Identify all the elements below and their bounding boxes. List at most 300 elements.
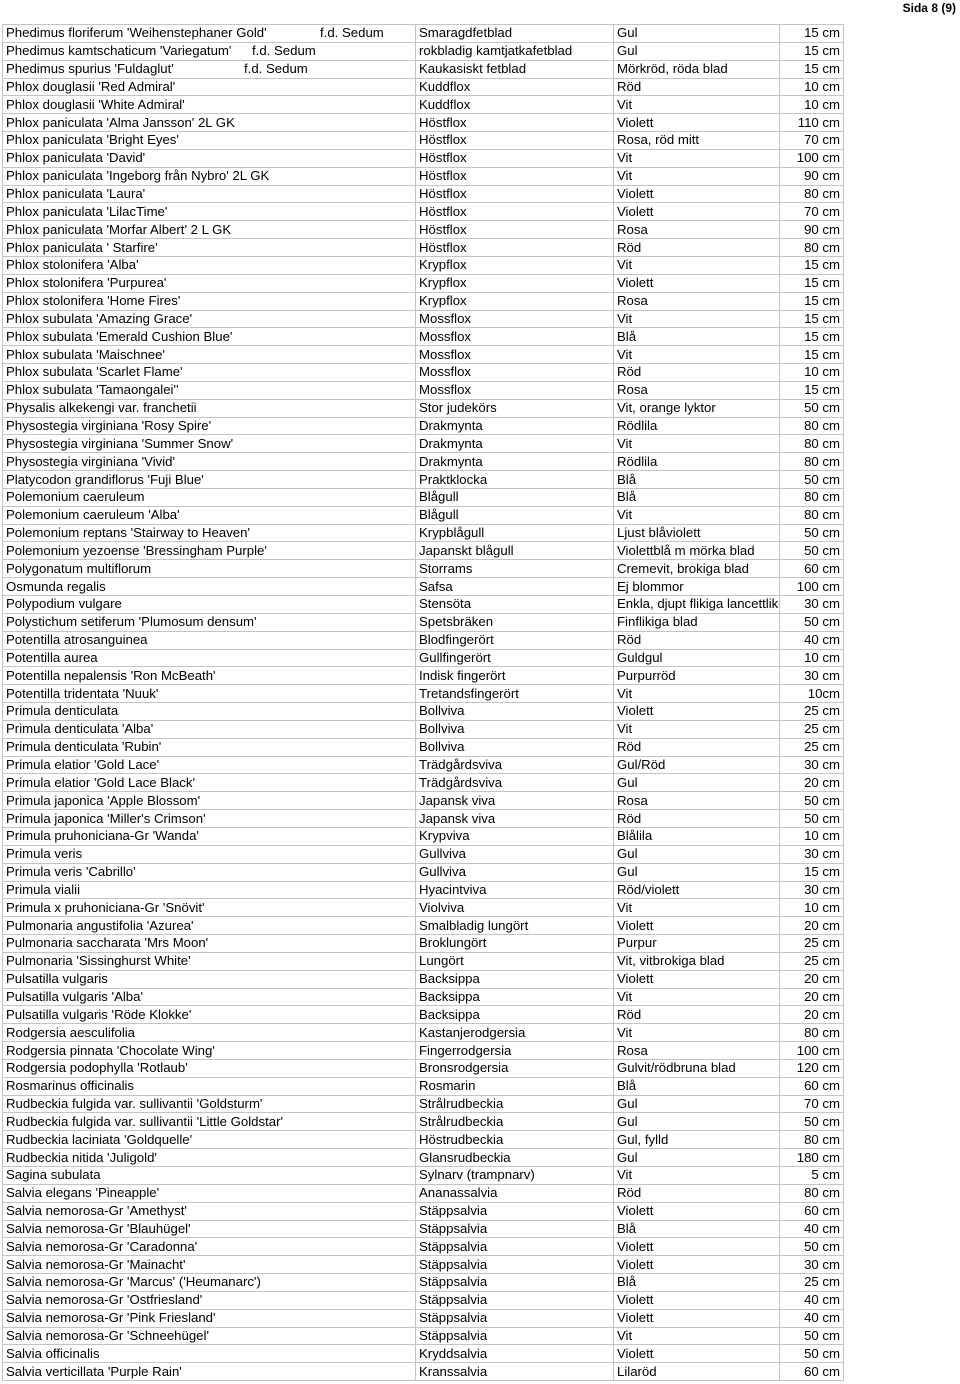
flower-color-text: Violett — [617, 186, 654, 202]
table-row — [3, 613, 844, 631]
swedish-name-cell — [416, 453, 614, 471]
plant-height-text: 10cm — [807, 685, 840, 701]
swedish-name-cell — [416, 221, 614, 239]
swedish-name-cell — [416, 578, 614, 596]
flower-color-cell — [614, 453, 780, 471]
latin-name-text: Osmunda regalis — [6, 578, 106, 594]
swedish-name-text: Gullviva — [419, 846, 466, 862]
latin-name-cell — [3, 78, 416, 96]
latin-name-cell — [3, 1184, 416, 1202]
swedish-name-cell — [416, 703, 614, 721]
flower-color-cell — [614, 1345, 780, 1363]
swedish-name-cell — [416, 1309, 614, 1327]
table-row — [3, 1149, 844, 1167]
latin-name-text: Pulmonaria 'Sissinghurst White' — [6, 953, 191, 969]
swedish-name-text: Stäppsalvia — [419, 1256, 488, 1272]
swedish-name-text: Trädgårdsviva — [419, 774, 503, 790]
flower-color-cell — [614, 1291, 780, 1309]
flower-color-cell — [614, 738, 780, 756]
flower-color-cell — [614, 649, 780, 667]
swedish-name-cell — [416, 881, 614, 899]
plant-height-cell — [780, 845, 844, 863]
latin-name-text: Rodgersia aesculifolia — [6, 1024, 136, 1040]
flower-color-cell — [614, 935, 780, 953]
swedish-name-text: Strålrudbeckia — [419, 1096, 504, 1112]
swedish-name-text: Spetsbräken — [419, 614, 494, 630]
table-row — [3, 1220, 844, 1238]
plant-height-cell — [780, 1077, 844, 1095]
table-row — [3, 435, 844, 453]
plant-height-cell — [780, 952, 844, 970]
flower-color-text: Vit — [617, 721, 633, 737]
table-row — [3, 988, 844, 1006]
swedish-name-text: Stäppsalvia — [419, 1203, 488, 1219]
table-row — [3, 471, 844, 489]
swedish-name-text: Tretandsfingerört — [419, 685, 519, 701]
latin-name-text: Rudbeckia nitida 'Juligold' — [6, 1149, 157, 1165]
latin-name-text: Phlox paniculata 'Bright Eyes' — [6, 132, 179, 148]
plant-height-cell — [780, 1006, 844, 1024]
latin-name-text: Salvia nemorosa-Gr 'Ostfriesland' — [6, 1292, 203, 1308]
table-row — [3, 703, 844, 721]
swedish-name-text: Strålrudbeckia — [419, 1113, 504, 1129]
swedish-name-cell — [416, 96, 614, 114]
flower-color-text: Blå — [617, 1220, 637, 1236]
swedish-name-text: Kuddflox — [419, 96, 471, 112]
plant-height-text: 70 cm — [804, 203, 840, 219]
flower-color-text: Violett — [617, 1256, 654, 1272]
swedish-name-cell — [416, 203, 614, 221]
flower-color-text: Blå — [617, 471, 637, 487]
flower-color-text: Vit — [617, 435, 633, 451]
table-row — [3, 149, 844, 167]
swedish-name-text: Höstflox — [419, 239, 467, 255]
flower-color-text: Cremevit, brokiga blad — [617, 560, 749, 576]
swedish-name-text: Drakmynta — [419, 435, 483, 451]
plant-height-text: 20 cm — [804, 774, 840, 790]
swedish-name-cell — [416, 114, 614, 132]
latin-name-text: Physalis alkekengi var. franchetii — [6, 400, 197, 416]
latin-name-text: Polypodium vulgare — [6, 596, 122, 612]
table-row — [3, 1327, 844, 1345]
plant-height-cell — [780, 185, 844, 203]
latin-name-cell — [3, 310, 416, 328]
flower-color-cell — [614, 596, 780, 614]
plant-height-text: 30 cm — [804, 757, 840, 773]
plant-height-text: 15 cm — [804, 25, 840, 41]
flower-color-text: Röd — [617, 78, 642, 94]
plant-height-text: 40 cm — [804, 1220, 840, 1236]
latin-name-text: Primula pruhoniciana-Gr 'Wanda' — [6, 828, 199, 844]
latin-name-cell — [3, 1238, 416, 1256]
latin-name-cell — [3, 685, 416, 703]
flower-color-cell — [614, 613, 780, 631]
plant-height-cell — [780, 917, 844, 935]
swedish-name-cell — [416, 1274, 614, 1292]
swedish-name-text: Japansk viva — [419, 792, 496, 808]
latin-name-cell — [3, 720, 416, 738]
latin-name-cell — [3, 738, 416, 756]
latin-name-cell — [3, 845, 416, 863]
plant-height-text: 25 cm — [804, 703, 840, 719]
latin-name-text: Phlox paniculata 'LilacTime' — [6, 203, 168, 219]
flower-color-text: Violett — [617, 114, 654, 130]
swedish-name-text: Höstflox — [419, 132, 467, 148]
former-genus-note: f.d. Sedum — [244, 61, 308, 77]
flower-color-text: Vit, orange lyktor — [617, 400, 716, 416]
table-row — [3, 1006, 844, 1024]
plant-height-text: 10 cm — [804, 828, 840, 844]
plant-height-text: 40 cm — [804, 1292, 840, 1308]
swedish-name-cell — [416, 596, 614, 614]
flower-color-cell — [614, 25, 780, 43]
swedish-name-cell — [416, 613, 614, 631]
flower-color-text: Ej blommor — [617, 578, 684, 594]
plant-height-text: 110 cm — [797, 114, 840, 130]
latin-name-cell — [3, 292, 416, 310]
swedish-name-text: Krypflox — [419, 293, 467, 309]
swedish-name-cell — [416, 899, 614, 917]
plant-height-text: 40 cm — [804, 1310, 840, 1326]
latin-name-cell — [3, 274, 416, 292]
flower-color-cell — [614, 881, 780, 899]
swedish-name-cell — [416, 560, 614, 578]
latin-name-text: Polemonium caeruleum — [6, 489, 145, 505]
flower-color-text: Röd — [617, 1185, 642, 1201]
swedish-name-text: Praktklocka — [419, 471, 488, 487]
table-row — [3, 542, 844, 560]
swedish-name-text: Mossflox — [419, 310, 472, 326]
swedish-name-text: Kaukasiskt fetblad — [419, 61, 527, 77]
flower-color-cell — [614, 328, 780, 346]
plant-height-cell — [780, 542, 844, 560]
flower-color-text: Vit — [617, 685, 633, 701]
swedish-name-text: Stäppsalvia — [419, 1292, 488, 1308]
latin-name-text: Pulmonaria saccharata 'Mrs Moon' — [6, 935, 209, 951]
latin-name-text: Salvia nemorosa-Gr 'Marcus' ('Heumanarc') — [6, 1274, 261, 1290]
plant-height-text: 60 cm — [804, 1363, 840, 1379]
plant-height-cell — [780, 1042, 844, 1060]
plant-height-cell — [780, 1220, 844, 1238]
swedish-name-text: Kastanjerodgersia — [419, 1024, 526, 1040]
latin-name-text: Phlox paniculata 'Ingeborg från Nybro' 2L GK — [6, 168, 270, 184]
table-row — [3, 720, 844, 738]
swedish-name-cell — [416, 667, 614, 685]
latin-name-cell — [3, 185, 416, 203]
latin-name-text: Rudbeckia laciniata 'Goldquelle' — [6, 1131, 193, 1147]
latin-name-cell — [3, 42, 416, 60]
latin-name-text: Primula denticulata — [6, 703, 119, 719]
former-genus-note: f.d. Sedum — [252, 43, 316, 59]
latin-name-text: Salvia verticillata 'Purple Rain' — [6, 1363, 182, 1379]
flower-color-text: Violett — [617, 971, 654, 987]
plant-height-cell — [780, 1363, 844, 1381]
plant-height-cell — [780, 364, 844, 382]
flower-color-cell — [614, 952, 780, 970]
plant-height-text: 10 cm — [804, 364, 840, 380]
latin-name-cell — [3, 239, 416, 257]
latin-name-text: Sagina subulata — [6, 1167, 101, 1183]
swedish-name-cell — [416, 863, 614, 881]
latin-name-text: Potentilla nepalensis 'Ron McBeath' — [6, 667, 216, 683]
plant-height-cell — [780, 114, 844, 132]
plant-height-cell — [780, 256, 844, 274]
flower-color-text: Enkla, djupt flikiga lancettlik — [617, 596, 779, 612]
flower-color-cell — [614, 239, 780, 257]
flower-color-cell — [614, 1220, 780, 1238]
latin-name-text: Primula denticulata 'Alba' — [6, 721, 154, 737]
flower-color-cell — [614, 774, 780, 792]
latin-name-cell — [3, 881, 416, 899]
swedish-name-text: Bollviva — [419, 703, 465, 719]
plant-height-cell — [780, 399, 844, 417]
latin-name-text: Phlox douglasii 'White Admiral' — [6, 96, 185, 112]
latin-name-text: Phlox stolonifera 'Home Fires' — [6, 293, 181, 309]
table-row — [3, 560, 844, 578]
plant-height-text: 100 cm — [796, 578, 840, 594]
flower-color-text: Vit — [617, 346, 633, 362]
plant-height-text: 10 cm — [804, 78, 840, 94]
swedish-name-text: Höstflox — [419, 203, 467, 219]
plant-height-text: 5 cm — [811, 1167, 840, 1183]
flower-color-cell — [614, 167, 780, 185]
latin-name-text: Polemonium yezoense 'Bressingham Purple' — [6, 542, 267, 558]
swedish-name-text: Höstrudbeckia — [419, 1131, 504, 1147]
swedish-name-text: Höstflox — [419, 168, 467, 184]
latin-name-cell — [3, 703, 416, 721]
table-row — [3, 1291, 844, 1309]
swedish-name-text: Mossflox — [419, 382, 472, 398]
flower-color-text: Violett — [617, 1238, 654, 1254]
table-row — [3, 578, 844, 596]
flower-color-cell — [614, 417, 780, 435]
latin-name-text: Phlox subulata 'Emerald Cushion Blue' — [6, 328, 233, 344]
plant-height-text: 60 cm — [804, 560, 840, 576]
latin-name-text: Polemonium reptans 'Stairway to Heaven' — [6, 525, 250, 541]
swedish-name-text: Kryddsalvia — [419, 1345, 488, 1361]
plant-height-text: 80 cm — [804, 417, 840, 433]
plant-height-cell — [780, 1059, 844, 1077]
flower-color-cell — [614, 631, 780, 649]
table-row — [3, 185, 844, 203]
plant-height-text: 80 cm — [804, 1131, 840, 1147]
table-row — [3, 827, 844, 845]
swedish-name-text: Smaragdfetblad — [419, 25, 513, 41]
flower-color-cell — [614, 756, 780, 774]
table-row — [3, 203, 844, 221]
flower-color-cell — [614, 96, 780, 114]
swedish-name-text: Drakmynta — [419, 453, 483, 469]
latin-name-text: Rodgersia pinnata 'Chocolate Wing' — [6, 1042, 215, 1058]
swedish-name-text: Kuddflox — [419, 78, 471, 94]
latin-name-cell — [3, 935, 416, 953]
latin-name-text: Potentilla atrosanguinea — [6, 632, 148, 648]
table-row — [3, 1113, 844, 1131]
plant-height-cell — [780, 899, 844, 917]
latin-name-cell — [3, 988, 416, 1006]
flower-color-text: Violett — [617, 917, 654, 933]
flower-color-cell — [614, 1309, 780, 1327]
latin-name-text: Primula japonica 'Apple Blossom' — [6, 792, 201, 808]
swedish-name-cell — [416, 60, 614, 78]
plant-height-cell — [780, 381, 844, 399]
swedish-name-text: Hyacintviva — [419, 881, 487, 897]
latin-name-cell — [3, 1202, 416, 1220]
flower-color-cell — [614, 1024, 780, 1042]
swedish-name-text: Stäppsalvia — [419, 1220, 488, 1236]
swedish-name-text: Stäppsalvia — [419, 1274, 488, 1290]
plant-height-cell — [780, 1167, 844, 1185]
table-row — [3, 810, 844, 828]
latin-name-text: Physostegia virginiana 'Summer Snow' — [6, 435, 234, 451]
swedish-name-text: Gullviva — [419, 864, 466, 880]
swedish-name-cell — [416, 1363, 614, 1381]
flower-color-cell — [614, 917, 780, 935]
swedish-name-text: Indisk fingerört — [419, 667, 506, 683]
plant-height-cell — [780, 774, 844, 792]
latin-name-cell — [3, 952, 416, 970]
swedish-name-text: Stäppsalvia — [419, 1310, 488, 1326]
table-row — [3, 899, 844, 917]
table-row — [3, 310, 844, 328]
latin-name-text: Primula veris — [6, 846, 83, 862]
flower-color-text: Guldgul — [617, 649, 663, 665]
plant-height-text: 50 cm — [804, 810, 840, 826]
plant-height-cell — [780, 60, 844, 78]
plant-height-text: 30 cm — [804, 881, 840, 897]
flower-color-cell — [614, 256, 780, 274]
flower-color-cell — [614, 1184, 780, 1202]
latin-name-cell — [3, 917, 416, 935]
latin-name-cell — [3, 96, 416, 114]
table-row — [3, 738, 844, 756]
table-row — [3, 1131, 844, 1149]
swedish-name-cell — [416, 756, 614, 774]
table-row — [3, 328, 844, 346]
flower-color-cell — [614, 720, 780, 738]
swedish-name-cell — [416, 256, 614, 274]
flower-color-text: Purpur — [617, 935, 657, 951]
latin-name-cell — [3, 1077, 416, 1095]
plant-height-text: 10 cm — [804, 96, 840, 112]
table-row — [3, 952, 844, 970]
plant-height-cell — [780, 792, 844, 810]
latin-name-text: Phedimus kamtschaticum 'Variegatum' — [6, 43, 232, 59]
flower-color-text: Finflikiga blad — [617, 614, 698, 630]
plant-height-text: 60 cm — [804, 1203, 840, 1219]
latin-name-text: Pulsatilla vulgaris — [6, 971, 108, 987]
flower-color-cell — [614, 827, 780, 845]
plant-height-text: 90 cm — [804, 168, 840, 184]
latin-name-text: Phedimus floriferum 'Weihenstephaner Gold' — [6, 25, 267, 41]
plant-height-text: 50 cm — [804, 542, 840, 558]
swedish-name-cell — [416, 524, 614, 542]
latin-name-cell — [3, 899, 416, 917]
swedish-name-cell — [416, 845, 614, 863]
plant-height-cell — [780, 631, 844, 649]
table-row — [3, 1345, 844, 1363]
flower-color-text: Vit — [617, 257, 633, 273]
flower-color-text: Röd — [617, 739, 642, 755]
latin-name-text: Phlox subulata 'Tamaongalei'' — [6, 382, 179, 398]
latin-name-cell — [3, 221, 416, 239]
swedish-name-text: Trädgårdsviva — [419, 757, 503, 773]
latin-name-cell — [3, 471, 416, 489]
latin-name-cell — [3, 667, 416, 685]
flower-color-cell — [614, 1077, 780, 1095]
flower-color-text: Violett — [617, 1292, 654, 1308]
plant-height-text: 15 cm — [804, 864, 840, 880]
plant-height-cell — [780, 417, 844, 435]
latin-name-cell — [3, 774, 416, 792]
swedish-name-text: Storrams — [419, 560, 473, 576]
table-row — [3, 292, 844, 310]
plant-height-cell — [780, 970, 844, 988]
plant-height-text: 70 cm — [804, 1096, 840, 1112]
swedish-name-cell — [416, 1238, 614, 1256]
plant-height-text: 60 cm — [804, 1078, 840, 1094]
plant-height-text: 80 cm — [804, 1024, 840, 1040]
plant-height-text: 15 cm — [804, 275, 840, 291]
latin-name-cell — [3, 596, 416, 614]
plant-height-cell — [780, 1113, 844, 1131]
plant-height-text: 100 cm — [796, 150, 840, 166]
latin-name-text: Phlox paniculata 'Laura' — [6, 186, 146, 202]
plant-height-text: 25 cm — [804, 935, 840, 951]
plant-height-cell — [780, 720, 844, 738]
flower-color-cell — [614, 685, 780, 703]
flower-color-text: Rosa — [617, 382, 648, 398]
plant-height-cell — [780, 649, 844, 667]
swedish-name-cell — [416, 42, 614, 60]
flower-color-text: Blå — [617, 1078, 637, 1094]
plant-height-cell — [780, 524, 844, 542]
swedish-name-cell — [416, 167, 614, 185]
latin-name-text: Primula elatior 'Gold Lace' — [6, 757, 160, 773]
latin-name-cell — [3, 613, 416, 631]
latin-name-cell — [3, 1256, 416, 1274]
flower-color-cell — [614, 364, 780, 382]
swedish-name-cell — [416, 827, 614, 845]
latin-name-cell — [3, 1113, 416, 1131]
swedish-name-text: Bollviva — [419, 721, 465, 737]
flower-color-cell — [614, 42, 780, 60]
plant-height-text: 80 cm — [804, 1185, 840, 1201]
swedish-name-cell — [416, 810, 614, 828]
flower-color-cell — [614, 1256, 780, 1274]
table-row — [3, 685, 844, 703]
latin-name-text: Polemonium caeruleum 'Alba' — [6, 507, 180, 523]
flower-color-cell — [614, 792, 780, 810]
latin-name-cell — [3, 1363, 416, 1381]
plant-height-text: 90 cm — [804, 221, 840, 237]
plant-height-text: 120 cm — [796, 1060, 840, 1076]
latin-name-text: Rosmarinus officinalis — [6, 1078, 135, 1094]
flower-color-cell — [614, 435, 780, 453]
flower-color-text: Blå — [617, 328, 637, 344]
plant-height-cell — [780, 506, 844, 524]
plant-height-cell — [780, 1095, 844, 1113]
swedish-name-cell — [416, 970, 614, 988]
flower-color-cell — [614, 1149, 780, 1167]
swedish-name-text: Höstflox — [419, 150, 467, 166]
plant-height-text: 10 cm — [804, 649, 840, 665]
latin-name-cell — [3, 506, 416, 524]
flower-color-text: Vit — [617, 310, 633, 326]
latin-name-cell — [3, 560, 416, 578]
latin-name-text: Pulmonaria angustifolia 'Azurea' — [6, 917, 194, 933]
latin-name-cell — [3, 1149, 416, 1167]
